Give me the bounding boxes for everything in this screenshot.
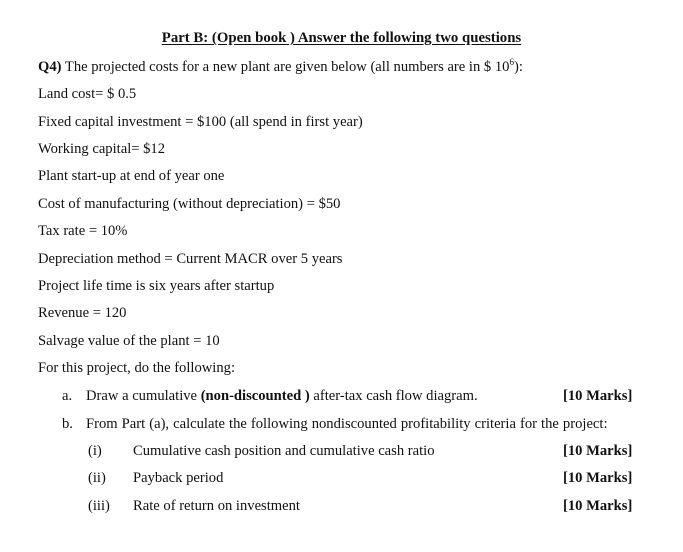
subpart-label: (ii) bbox=[88, 470, 106, 486]
item-revenue: Revenue = 120 bbox=[38, 305, 127, 321]
item-project-life: Project life time is six years after startup bbox=[38, 278, 275, 294]
question-intro-exponent: 6 bbox=[509, 57, 514, 68]
item-manufacturing-cost: Cost of manufacturing (without depreciation) = $50 bbox=[38, 196, 341, 212]
part-b-label: b. bbox=[62, 416, 73, 432]
item-salvage: Salvage value of the plant = 10 bbox=[38, 333, 220, 349]
section-title: Part B: (Open book ) Answer the following two questions bbox=[161, 30, 522, 46]
subpart-label: (iii) bbox=[88, 498, 110, 514]
subpart-marks: [10 Marks] bbox=[563, 470, 633, 486]
question-intro bbox=[38, 59, 523, 76]
subpart-marks: [10 Marks] bbox=[563, 443, 633, 459]
task-intro: For this project, do the following: bbox=[38, 360, 235, 376]
item-tax-rate: Tax rate = 10% bbox=[38, 223, 128, 239]
part-b-text: From Part (a), calculate the following nondiscounted profitability criteria for the project: bbox=[86, 416, 608, 432]
subpart-marks: [10 Marks] bbox=[563, 498, 633, 514]
question-number: Q4) bbox=[38, 59, 62, 75]
item-working-capital: Working capital= $12 bbox=[38, 141, 166, 157]
subpart-label: (i) bbox=[88, 443, 102, 459]
question-intro-text: The projected costs for a new plant are given below (all numbers are in $ 10 bbox=[64, 59, 510, 75]
part-a-label: a. bbox=[62, 388, 73, 404]
item-fixed-capital: Fixed capital investment = $100 (all spend in first year) bbox=[38, 114, 363, 130]
subpart-text: Rate of return on investment bbox=[133, 498, 300, 514]
item-depreciation: Depreciation method = Current MACR over 5 years bbox=[38, 251, 343, 267]
subpart-text: Payback period bbox=[133, 470, 224, 486]
subpart-text: Cumulative cash position and cumulative cash ratio bbox=[133, 443, 435, 459]
part-a-marks: [10 Marks] bbox=[563, 388, 633, 404]
item-startup: Plant start-up at end of year one bbox=[38, 168, 225, 184]
question-intro-end: ): bbox=[513, 59, 523, 75]
item-land-cost: Land cost= $ 0.5 bbox=[38, 86, 137, 102]
part-a-text: Draw a cumulative (non-discounted ) after-tax cash flow diagram. bbox=[86, 388, 478, 404]
